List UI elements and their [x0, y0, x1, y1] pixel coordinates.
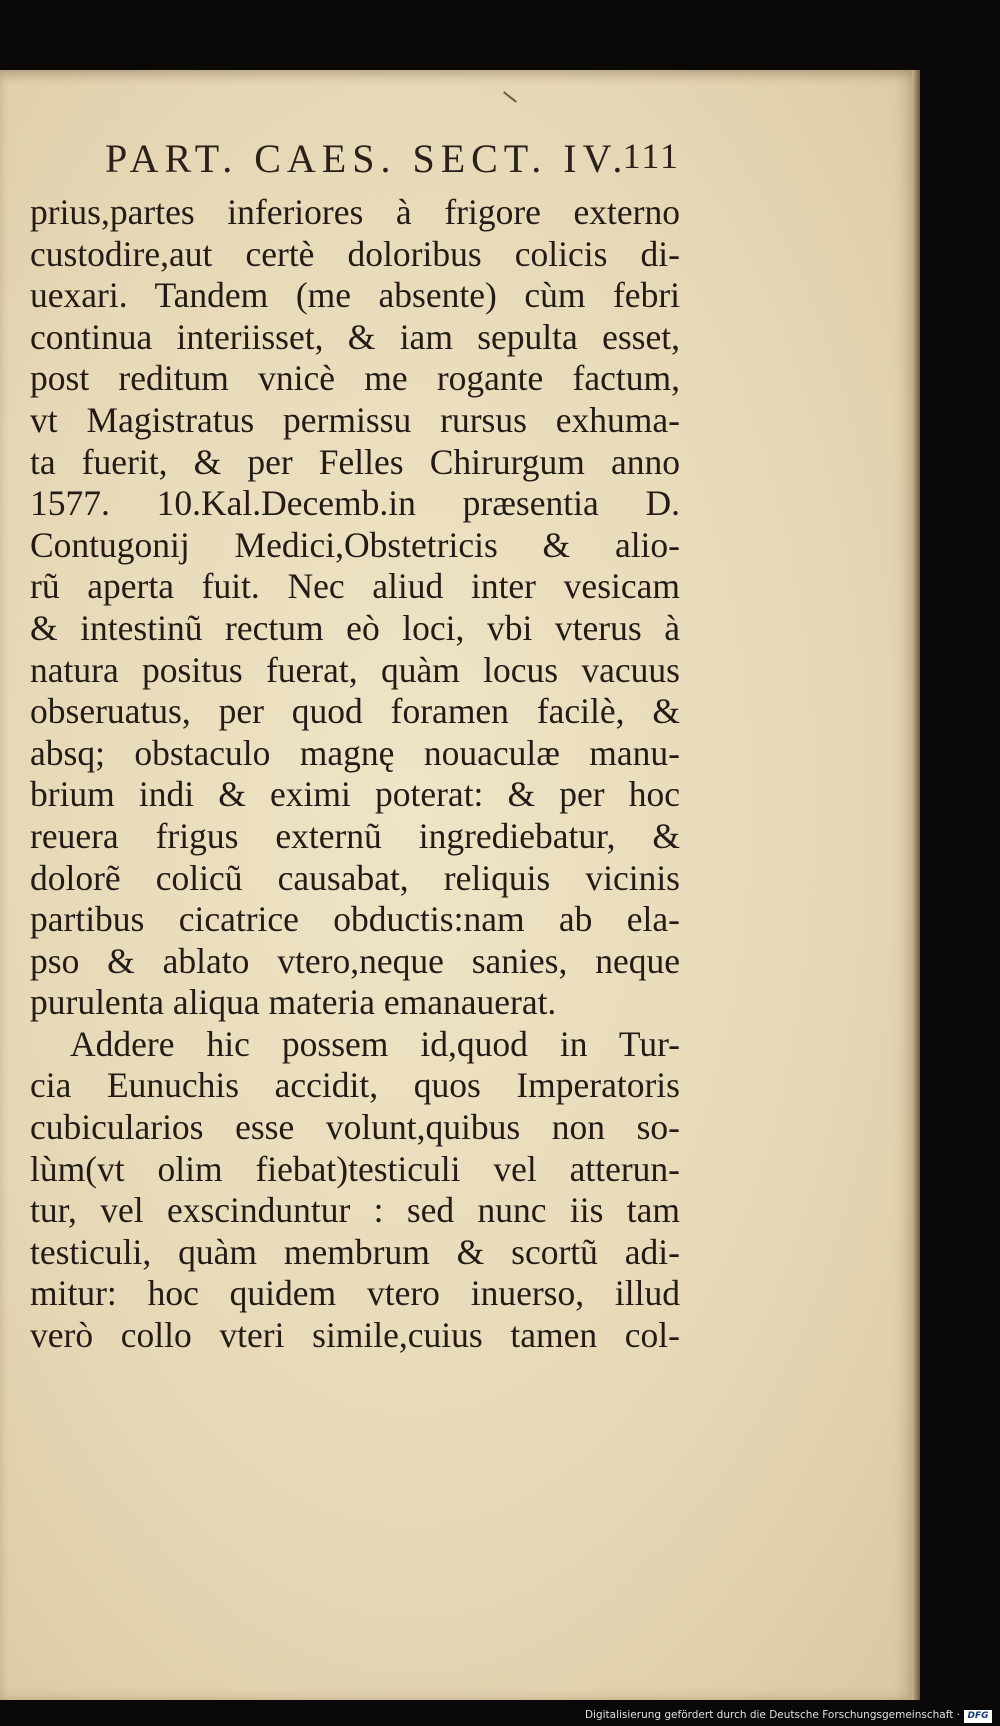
text-line: ta fuerit, & per Felles Chirurgum anno	[30, 441, 680, 482]
text-line: lùm(vt olim fiebat)testiculi vel atterun-	[30, 1148, 680, 1189]
text-line: tur, vel exscinduntur : sed nunc iis tam	[30, 1190, 680, 1231]
text-line: custodire,aut certè doloribus colicis di-	[30, 233, 680, 274]
text-line: post reditum vnicè me rogante factum,	[30, 358, 680, 399]
text-line: brium indi & eximi poterat: & per hoc	[30, 774, 680, 815]
text-line: uexari. Tandem (me absente) cùm febri	[30, 275, 680, 316]
digitization-footer	[0, 1708, 1000, 1726]
text-line: cubicularios esse volunt,quibus non so-	[30, 1107, 680, 1148]
text-line: vt Magistratus permissu rursus exhuma-	[30, 399, 680, 440]
text-line: dolorẽ colicũ causabat, reliquis vicinis	[30, 857, 680, 898]
running-head	[105, 135, 680, 187]
text-line: continua interiisset, & iam sepulta esset,	[30, 316, 680, 357]
text-line: partibus cicatrice obductis:nam ab ela-	[30, 899, 680, 940]
running-title: PART. CAES. SECT. IV.	[105, 136, 629, 181]
text-line: natura positus fuerat, quàm locus vacuus	[30, 649, 680, 690]
text-line: obseruatus, per quod foramen facilè, &	[30, 691, 680, 732]
text-line: mitur: hoc quidem vtero inuerso, illud	[30, 1273, 680, 1314]
text-line: reuera frigus externũ ingrediebatur, &	[30, 815, 680, 856]
text-line: pso & ablato vtero,neque sanies, neque	[30, 940, 680, 981]
body-text	[30, 192, 680, 1357]
text-line: verò collo vteri simile,cuius tamen col-	[30, 1315, 680, 1356]
text-line: Addere hic possem id,quod in Tur-	[70, 1023, 680, 1064]
text-line: prius,partes inferiores à frigore externo	[30, 192, 680, 232]
text-line: absq; obstaculo magnę nouaculæ manu-	[30, 732, 680, 773]
text-line: testiculi, quàm membrum & scortũ adi-	[30, 1231, 680, 1272]
dfg-logo: DFG	[964, 1710, 992, 1723]
text-line: rũ aperta fuit. Nec aliud inter vesicam	[30, 566, 680, 607]
page-edge	[912, 70, 920, 1700]
text-line: cia Eunuchis accidit, quos Imperatoris	[30, 1065, 680, 1106]
text-line: purulenta aliqua materia emanauerat.	[30, 982, 557, 1023]
funding-credit: Digitalisierung gefördert durch die Deutsche Forschungsgemeinschaft ·	[584, 1709, 960, 1721]
text-line: Contugonij Medici,Obstetricis & alio-	[30, 524, 680, 565]
text-line: 1577. 10.Kal.Decemb.in præsentia D.	[30, 483, 680, 524]
text-line: & intestinũ rectum eò loci, vbi vterus à	[30, 607, 680, 648]
page-number: 111	[622, 136, 680, 176]
